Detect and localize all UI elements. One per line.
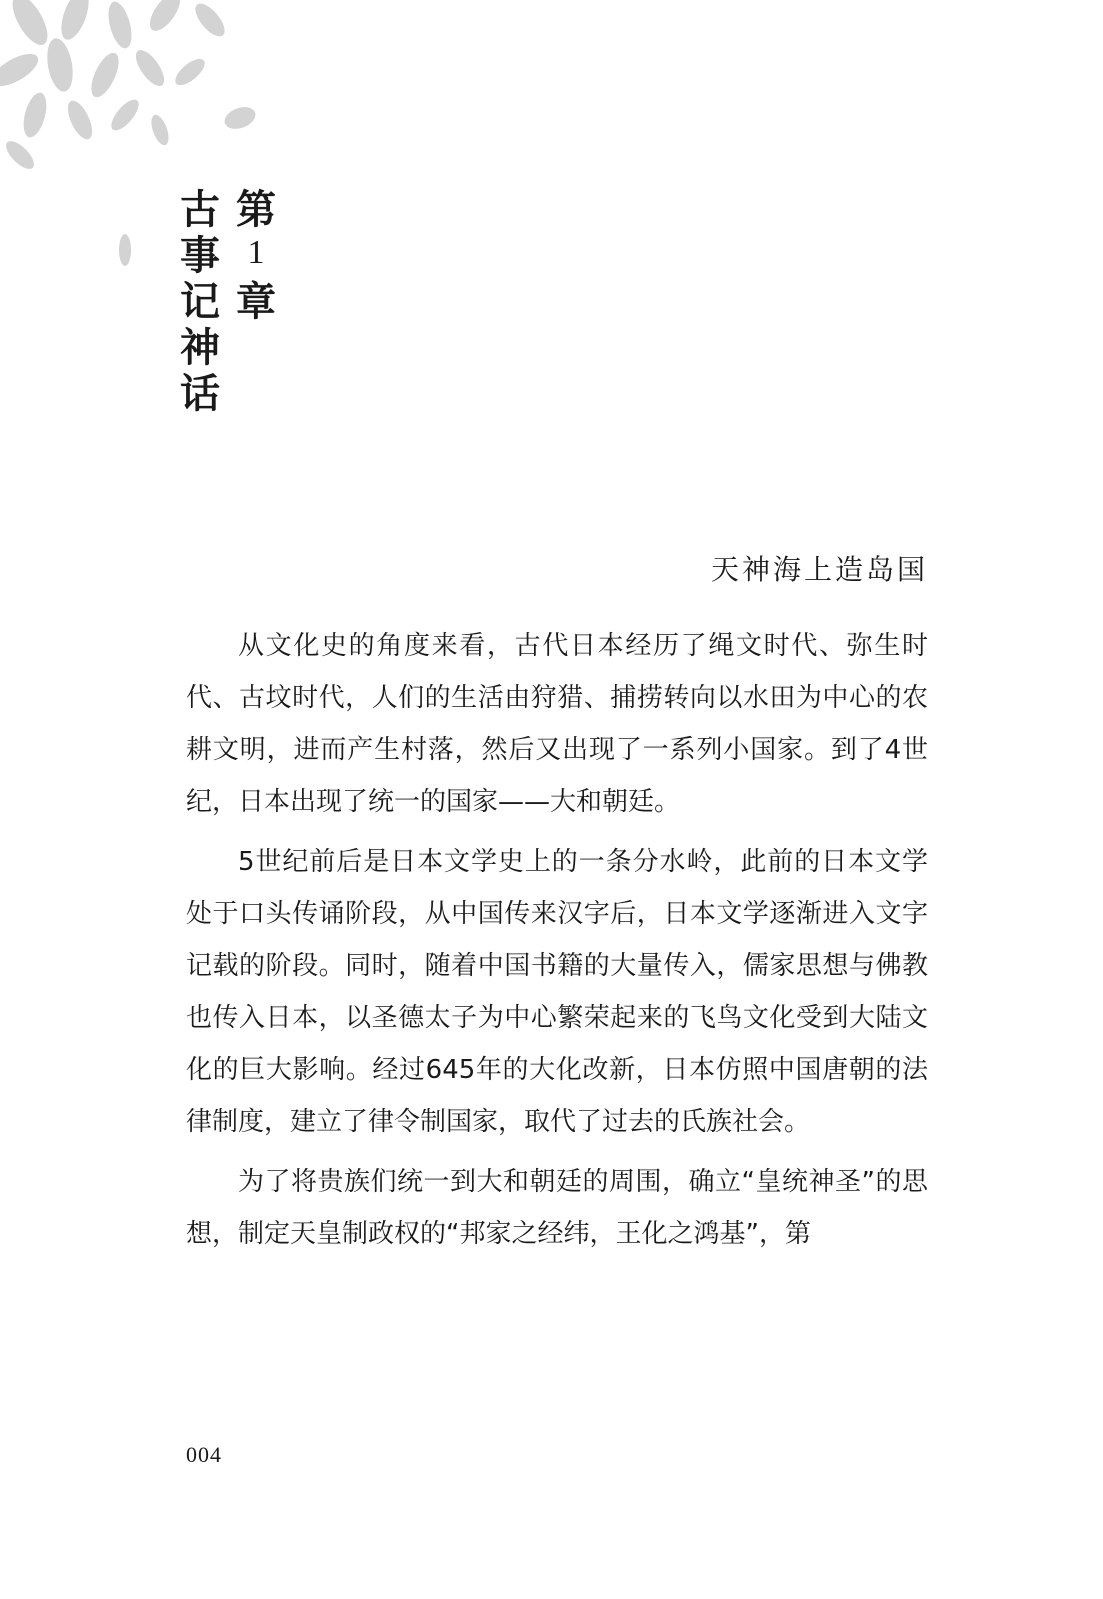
chapter-title-char: 话 (180, 370, 220, 417)
chapter-title-char: 神 (180, 324, 220, 371)
chapter-title (180, 186, 220, 420)
chapter-title-char: 事 (180, 232, 220, 279)
paragraph: 从文化史的角度来看，古代日本经历了绳文时代、弥生时代、古坟时代，人们的生活由狩猎、捕捞转向以水田为中心的农耕文明，进而产生村落，然后又出现了一系列小国家。到了4世纪，日本出现了统一的国家——大和朝廷。 (186, 631, 928, 817)
chapter-number-digit: 1 (247, 234, 265, 271)
chapter-number (236, 186, 276, 328)
section-title: 天神海上造岛国 (710, 553, 928, 586)
body-text (186, 620, 928, 1268)
page-number: 004 (186, 1442, 222, 1467)
paragraph: 5世纪前后是日本文学史上的一条分水岭，此前的日本文学处于口头传诵阶段，从中国传来汉字后，日本文学逐渐进入文字记载的阶段。同时，随着中国书籍的大量传入，儒家思想与佛教也传入日本，以圣德太子为中心繁荣起来的飞鸟文化受到大陆文化的巨大影响。经过645年的大化改新，日本仿照中国唐朝的法律制度，建立了律令制国家，取代了过去的氏族社会。 (186, 847, 928, 1137)
chapter-title-char: 记 (180, 278, 220, 325)
chapter-label-char: 章 (236, 278, 276, 325)
chapter-label-char: 第 (236, 186, 276, 233)
chapter-title-char: 古 (180, 186, 220, 233)
paragraph: 为了将贵族们统一到大和朝廷的周围，确立“皇统神圣”的思想，制定天皇制政权的“邦家之经纬，王化之鸿基”，第 (186, 1167, 928, 1249)
